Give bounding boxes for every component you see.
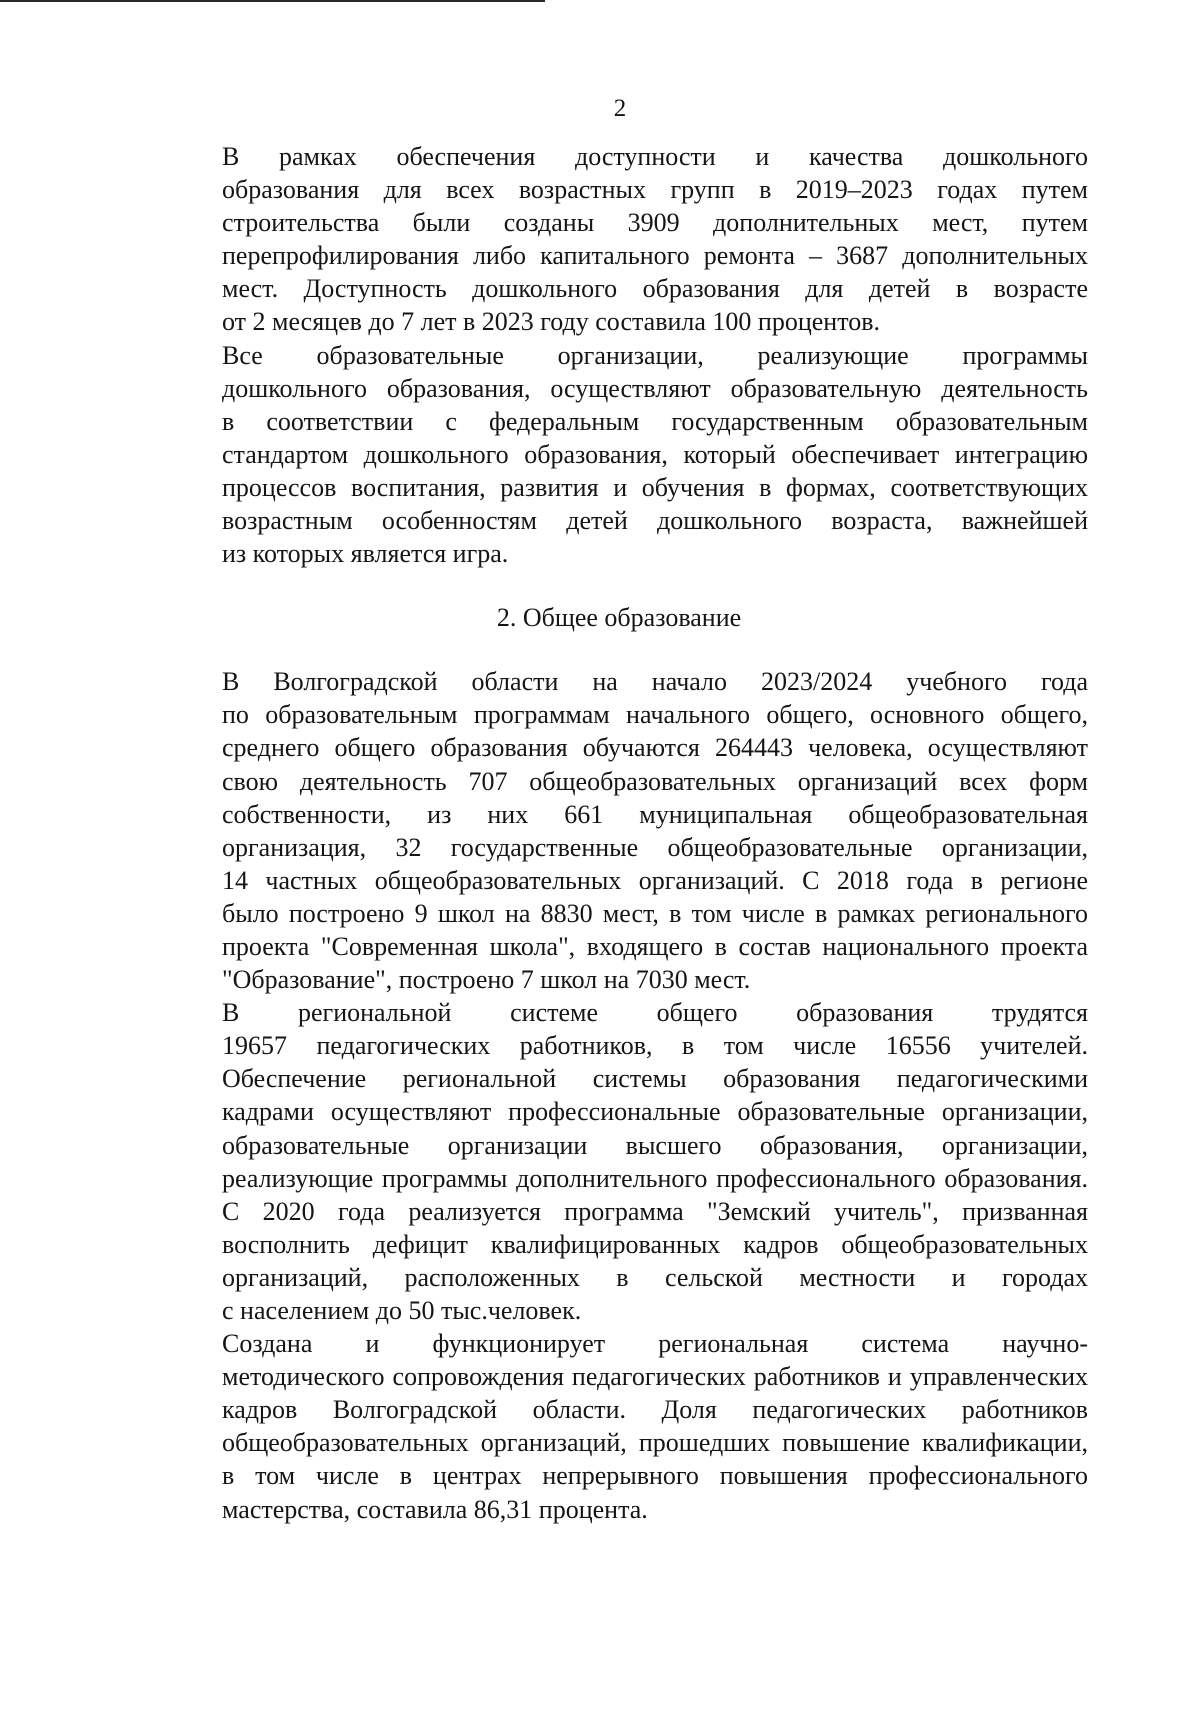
text-line: перепрофилирования либо капитального ремонта – 3687 дополнительных [222,241,1088,271]
text-line: проекта "Современная школа", входящего в состав национального проекта [222,931,1088,961]
paragraph [150,339,1088,571]
text-line: восполнить дефицит квалифицированных кадров общеобразовательных [222,1229,1088,1259]
text-line: В региональной системе общего образования трудятся [222,998,1088,1028]
text-line: В Волгоградской области на начало 2023/2024 учебного года [222,667,1088,697]
text-line: реализующие программы дополнительного профессионального образования. [222,1163,1088,1193]
text-line: методического сопровождения педагогических работников и управленческих [222,1362,1088,1392]
text-line: с населением до 50 тыс.человек. [222,1296,582,1325]
text-line: Все образовательные организации, реализующие программы [222,340,1088,370]
text-line: Создана и функционирует региональная система научно- [222,1329,1088,1359]
text-line: процессов воспитания, развития и обучения в формах, соответствующих [222,472,1088,502]
text-line: 14 частных общеобразовательных организаций. С 2018 года в регионе [222,865,1088,895]
text-line: возрастным особенностям детей дошкольного возраста, важнейшей [222,506,1088,536]
text-line: свою деятельность 707 общеобразовательных организаций всех форм [222,766,1088,796]
text-line: среднего общего образования обучаются 264443 человека, осуществляют [222,733,1088,763]
text-line: 19657 педагогических работников, в том числе 16556 учителей. [222,1031,1088,1061]
text-line: в том числе в центрах непрерывного повышения профессионального [222,1461,1088,1491]
text-line: "Образование", построено 7 школ на 7030 мест. [222,965,751,995]
text-line: дошкольного образования, осуществляют образовательную деятельность [222,373,1088,403]
text-line: по образовательным программам начального общего, основного общего, [222,700,1088,730]
text-line: мастерства, составила 86,31 процента. [222,1494,648,1524]
text-line: В рамках обеспечения доступности и качества дошкольного [222,142,1088,171]
text-line: организаций, расположенных в сельской местности и городах [222,1262,1088,1292]
text-line: образовательные организации высшего образования, организации, [222,1130,1088,1160]
preschool-section [150,140,1088,570]
general-education-section [150,665,1088,1525]
text-line: кадрами осуществляют профессиональные образовательные организации, [222,1097,1088,1127]
section-title: 2. Общее образование [496,603,742,633]
text-line: образования для всех возрастных групп в 2019–2023 годах путем [222,175,1088,205]
text-line: мест. Доступность дошкольного образования для детей в возрасте [222,274,1088,304]
paragraph [150,665,1088,996]
paragraph [150,1327,1088,1526]
top-rule [0,0,545,2]
text-line: в соответствии с федеральным государственным образовательным [222,406,1088,436]
paragraph [150,996,1088,1327]
text-line: организация, 32 государственные общеобразовательные организации, [222,832,1088,862]
text-line: от 2 месяцев до 7 лет в 2023 году составила 100 процентов. [222,307,880,337]
document-body [150,140,1088,1526]
paragraph [150,140,1088,339]
text-line: стандартом дошкольного образования, который обеспечивает интеграцию [222,439,1088,469]
text-line: С 2020 года реализуется программа "Земский учитель", призванная [222,1196,1088,1226]
text-line: было построено 9 школ на 8830 мест, в том числе в рамках регионального [222,898,1088,928]
text-line: общеобразовательных организаций, прошедших повышение квалификации, [222,1428,1088,1458]
text-line: кадров Волгоградской области. Доля педагогических работников [222,1395,1088,1425]
page-number: 2 [613,95,627,122]
text-line: Обеспечение региональной системы образования педагогическими [222,1064,1088,1094]
text-line: собственности, из них 661 муниципальная общеобразовательная [222,799,1088,829]
text-line: строительства были созданы 3909 дополнительных мест, путем [222,208,1088,238]
text-line: из которых является игра. [222,539,509,569]
